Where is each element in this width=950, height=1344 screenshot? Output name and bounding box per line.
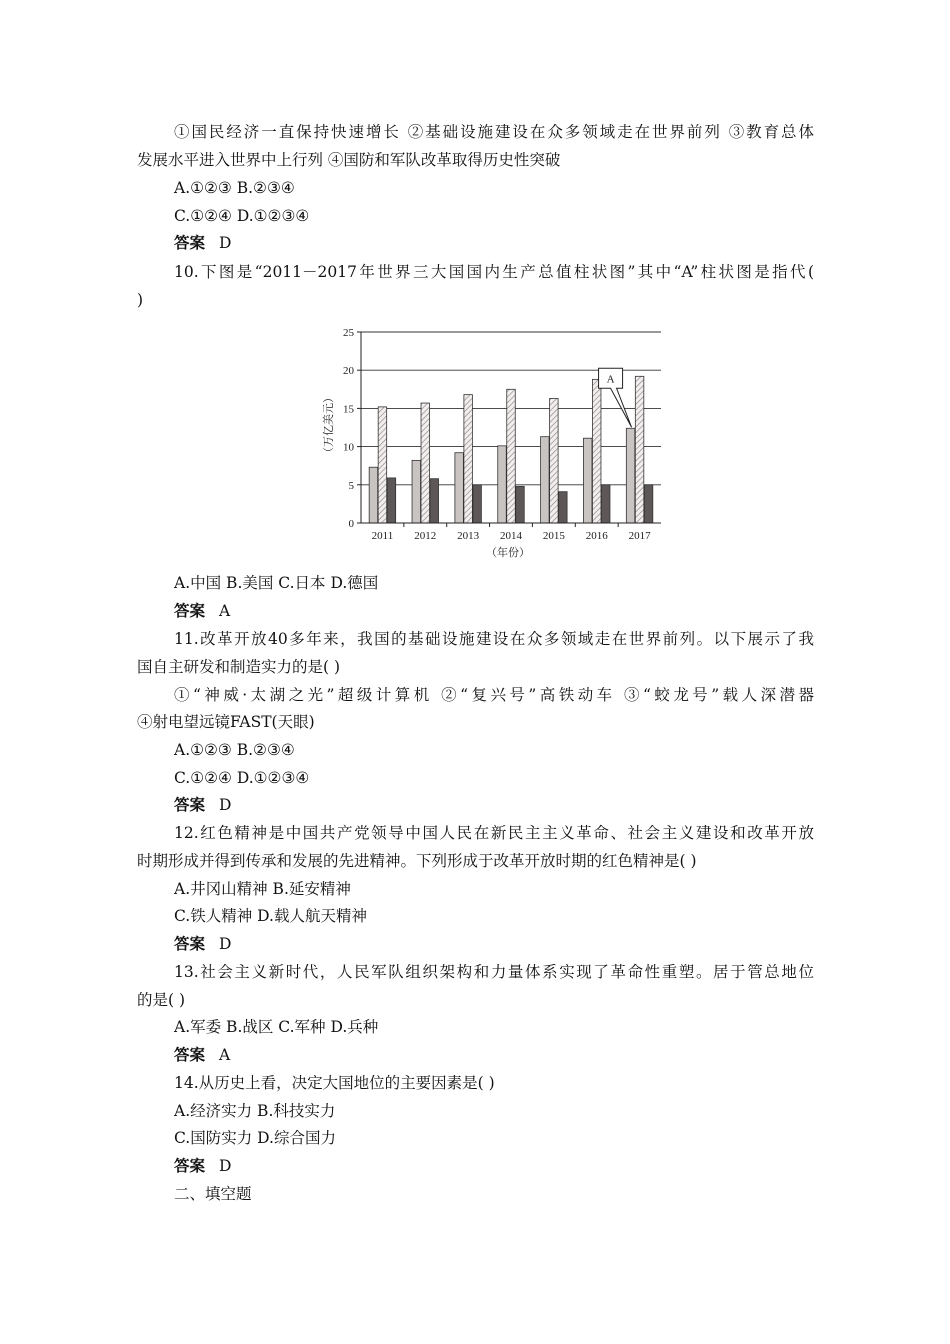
- chart-bar-series-3: [473, 485, 482, 523]
- q10-stem-line2: ): [137, 291, 144, 309]
- q10-options: A.中国 B.美国 C.日本 D.德国: [174, 574, 379, 592]
- answer-label: 答案: [174, 935, 206, 953]
- chart-bar-series-3: [559, 492, 568, 523]
- chart-bar-series-3: [516, 486, 525, 523]
- chart-bar-series-1: [455, 453, 464, 523]
- q9-options-cd: C.①②④ D.①②③④: [174, 207, 310, 225]
- answer-value: D: [219, 796, 232, 814]
- answer-value: A: [219, 1046, 231, 1064]
- q10-answer: [174, 601, 230, 621]
- q9-stem-line1: ①国民经济一直保持快速增长 ②基础设施建设在众多领域走在世界前列 ③教育总体: [174, 123, 814, 141]
- chart-bar-series-1: [541, 437, 550, 523]
- chart-y-tick-label: 0: [348, 518, 354, 530]
- chart-bar-series-3: [644, 485, 653, 523]
- chart-y-tick-label: 15: [343, 403, 354, 416]
- answer-label: 答案: [174, 234, 206, 252]
- chart-bar-series-3: [387, 478, 396, 523]
- q12-options-ab: A.井冈山精神 B.延安精神: [174, 880, 351, 898]
- chart-bar-series-2: [635, 376, 644, 523]
- chart-y-tick-label: 25: [343, 327, 354, 339]
- chart-x-tick-label: 2016: [585, 530, 608, 542]
- chart-y-axis-label: （万亿美元）: [323, 392, 335, 458]
- answer-label: 答案: [174, 1157, 206, 1175]
- q12-answer: [174, 934, 231, 954]
- chart-bar-series-3: [601, 485, 610, 523]
- chart-y-tick-label: 5: [348, 479, 354, 492]
- q11-options-ab: A.①②③ B.②③④: [174, 741, 295, 759]
- q11-stem-line1: 11.改革开放40多年来，我国的基础设施建设在众多领域走在世界前列。以下展示了我: [174, 630, 814, 648]
- answer-value: D: [219, 234, 232, 252]
- gdp-bar-chart: [318, 320, 668, 565]
- answer-label: 答案: [174, 602, 206, 620]
- chart-x-ticks: [372, 523, 651, 542]
- q12-options-cd: C.铁人精神 D.载人航天精神: [174, 907, 367, 925]
- answer-label: 答案: [174, 796, 206, 814]
- chart-bar-series-2: [550, 398, 559, 523]
- chart-y-tick-label: 20: [343, 365, 354, 378]
- chart-bar-series-3: [430, 479, 439, 523]
- chart-bar-series-2: [378, 407, 387, 523]
- section2-title: 二、填空题: [174, 1185, 252, 1203]
- q11-items-line2: ④射电望远镜FAST(天眼): [137, 713, 315, 731]
- chart-bar-series-2: [507, 389, 516, 523]
- q9-options-ab: A.①②③ B.②③④: [174, 179, 295, 197]
- chart-y-ticks: [343, 327, 361, 530]
- chart-bar-series-1: [412, 460, 421, 523]
- chart-bars: [369, 376, 653, 523]
- chart-bar-series-2: [592, 379, 601, 523]
- chart-x-tick-label: 2015: [542, 530, 565, 542]
- q14-options-ab: A.经济实力 B.科技实力: [174, 1102, 336, 1120]
- q11-answer: [174, 795, 231, 815]
- q14-stem: 14.从历史上看，决定大国地位的主要因素是( ): [174, 1074, 495, 1092]
- q11-options-cd: C.①②④ D.①②③④: [174, 769, 310, 787]
- q13-options: A.军委 B.战区 C.军种 D.兵种: [174, 1018, 379, 1036]
- chart-bar-series-1: [498, 446, 507, 523]
- chart-x-tick-label: 2014: [500, 530, 522, 542]
- answer-value: D: [219, 1157, 232, 1175]
- q14-options-cd: C.国防实力 D.综合国力: [174, 1129, 336, 1147]
- chart-x-axis-label: （年份）: [486, 547, 530, 559]
- q13-stem-line1: 13.社会主义新时代，人民军队组织架构和力量体系实现了革命性重塑。居于管总地位: [174, 963, 814, 981]
- q12-stem-line1: 12.红色精神是中国共产党领导中国人民在新民主主义革命、社会主义建设和改革开放: [174, 824, 814, 842]
- q12-stem-line2: 时期形成并得到传承和发展的先进精神。下列形成于改革开放时期的红色精神是( ): [137, 852, 697, 870]
- chart-x-tick-label: 2013: [457, 530, 480, 542]
- chart-annotation-callout: [599, 368, 632, 427]
- answer-value: A: [219, 602, 231, 620]
- chart-bar-series-1: [369, 467, 378, 523]
- chart-bar-series-1: [626, 428, 635, 523]
- answer-value: D: [219, 935, 232, 953]
- chart-x-tick-label: 2011: [371, 530, 394, 542]
- chart-bar-series-2: [464, 395, 473, 523]
- q13-answer: [174, 1045, 230, 1065]
- q14-answer: [174, 1156, 231, 1176]
- chart-x-tick-label: 2012: [414, 530, 437, 542]
- q9-stem-line2: 发展水平进入世界中上行列 ④国防和军队改革取得历史性突破: [137, 151, 561, 169]
- answer-label: 答案: [174, 1046, 206, 1064]
- q11-items-line1: ①“神威·太湖之光”超级计算机 ②“复兴号”高铁动车 ③“蛟龙号”载人深潜器: [174, 686, 814, 704]
- q13-stem-line2: 的是( ): [137, 991, 186, 1009]
- q10-stem-line1: 10.下图是“2011－2017年世界三大国国内生产总值柱状图”其中“A”柱状图是指代(: [174, 263, 814, 281]
- chart-y-tick-label: 10: [343, 441, 354, 454]
- chart-bar-series-2: [421, 403, 430, 523]
- chart-annotation-label: A: [606, 373, 615, 386]
- q9-answer: [174, 233, 231, 253]
- chart-x-tick-label: 2017: [628, 530, 651, 542]
- q11-stem-line2: 国自主研发和制造实力的是( ): [137, 658, 341, 676]
- chart-bar-series-1: [583, 438, 592, 523]
